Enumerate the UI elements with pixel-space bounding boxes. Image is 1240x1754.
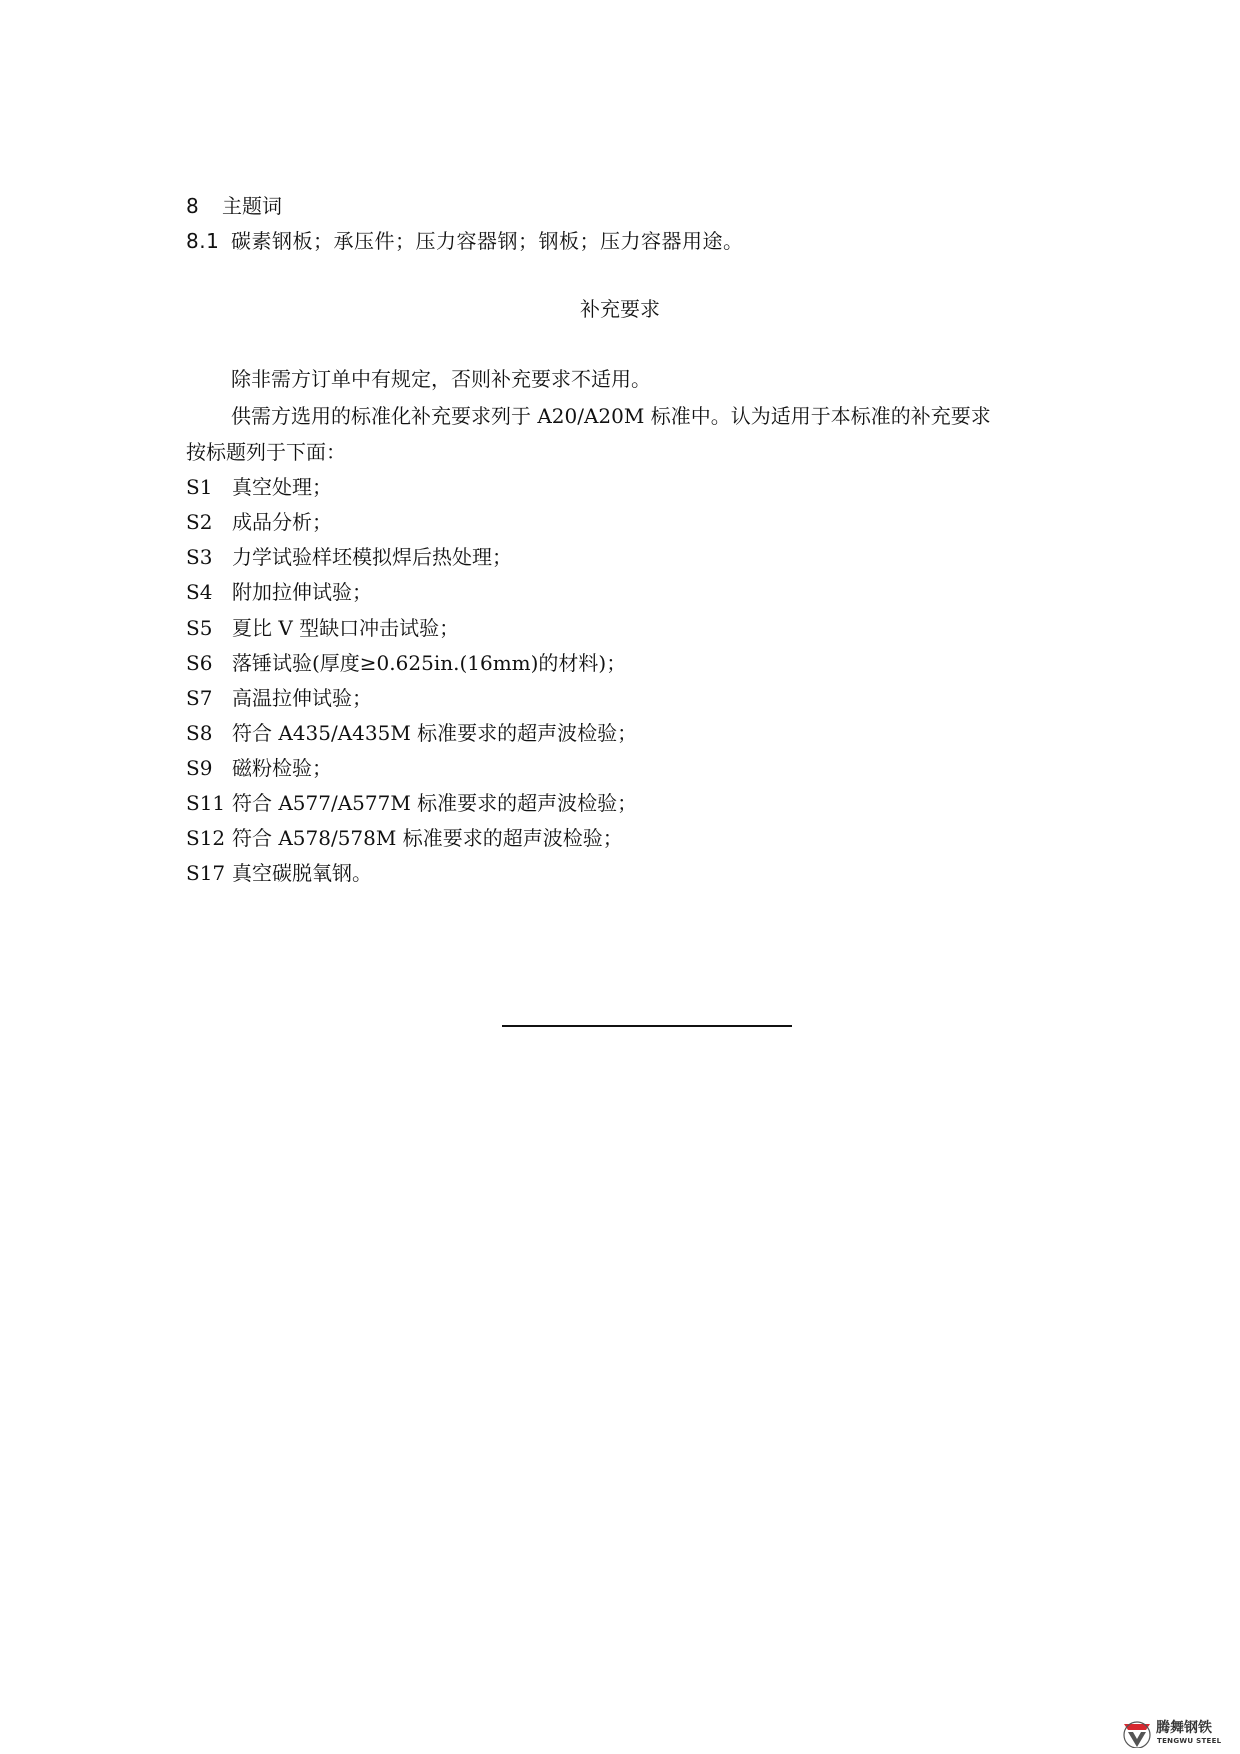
requirement-code: S2 (186, 510, 213, 534)
requirement-code: S17 (186, 861, 226, 885)
list-item (186, 475, 332, 499)
tengwu-logo-icon (1122, 1720, 1152, 1748)
requirement-code: S8 (186, 721, 213, 745)
list-item (186, 580, 372, 604)
brand-logo (1122, 1720, 1230, 1748)
requirement-text: 附加拉伸试验； (232, 580, 372, 604)
requirement-code: S3 (186, 545, 213, 569)
requirement-text: 力学试验样坯模拟焊后热处理； (232, 545, 512, 569)
requirement-text: 真空碳脱氧钢。 (232, 861, 372, 885)
section-number: 8 (186, 194, 199, 218)
requirement-text: 磁粉检验； (232, 756, 332, 780)
list-item (186, 721, 637, 745)
list-item (186, 861, 372, 885)
requirement-code: S12 (186, 826, 226, 850)
list-item (186, 826, 623, 850)
requirement-text: 成品分析； (232, 510, 332, 534)
brand-name-en: TENGWU STEEL (1157, 1737, 1222, 1745)
requirement-text: 高温拉伸试验； (232, 686, 372, 710)
requirement-text: 符合 A578/578M 标准要求的超声波检验； (232, 826, 623, 850)
list-item (186, 510, 332, 534)
supplementary-paragraph-1: 除非需方订单中有规定，否则补充要求不适用。 (231, 367, 651, 391)
requirement-text: 夏比 V 型缺口冲击试验； (232, 616, 460, 640)
supplementary-paragraph-2-line-1: 供需方选用的标准化补充要求列于 A20/A20M 标准中。认为适用于本标准的补充要求 (231, 404, 991, 428)
supplementary-title: 补充要求 (580, 297, 660, 321)
requirement-code: S11 (186, 791, 226, 815)
keywords-text: 碳素钢板；承压件；压力容器钢；钢板；压力容器用途。 (231, 229, 744, 253)
requirement-code: S4 (186, 580, 213, 604)
list-item (186, 686, 372, 710)
requirement-code: S9 (186, 756, 213, 780)
requirement-text: 真空处理； (232, 475, 332, 499)
end-divider (502, 1025, 792, 1027)
list-item (186, 791, 637, 815)
supplementary-paragraph-2-line-2: 按标题列于下面： (186, 440, 346, 464)
list-item (186, 651, 626, 675)
section-heading (186, 194, 282, 218)
requirement-code: S5 (186, 616, 213, 640)
keywords-clause (186, 229, 744, 253)
clause-number: 8.1 (186, 229, 220, 253)
list-item (186, 756, 332, 780)
requirement-text: 落锤试验(厚度≥0.625in.(16mm)的材料)； (232, 651, 627, 675)
list-item (186, 545, 512, 569)
requirement-code: S6 (186, 651, 213, 675)
requirement-code: S1 (186, 475, 213, 499)
requirement-text: 符合 A577/A577M 标准要求的超声波检验； (232, 791, 638, 815)
section-title: 主题词 (222, 194, 282, 218)
requirement-text: 符合 A435/A435M 标准要求的超声波检验； (232, 721, 638, 745)
list-item (186, 616, 459, 640)
requirement-code: S7 (186, 686, 213, 710)
brand-name-cn: 腾舞钢铁 (1156, 1720, 1212, 1736)
